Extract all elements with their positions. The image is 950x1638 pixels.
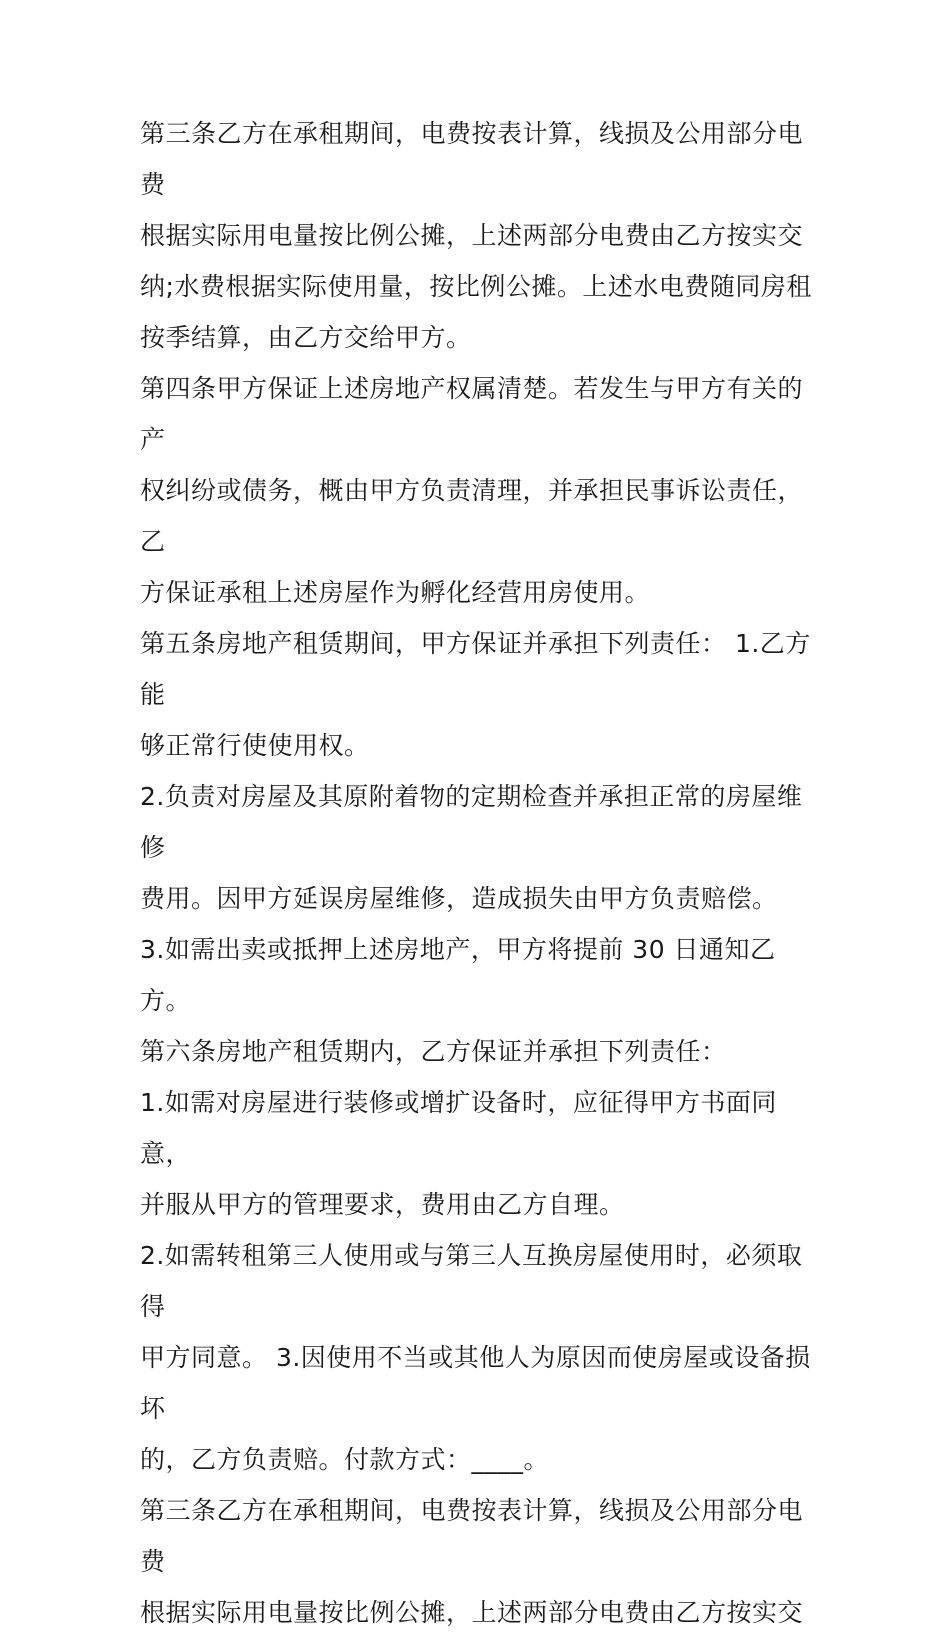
text-line: 纳;水费根据实际使用量，按比例公摊。上述水电费随同房租: [140, 272, 812, 301]
text-line: 2.负责对房屋及其原附着物的定期检查并承担正常的房屋维修: [140, 782, 803, 862]
text-line: 根据实际用电量按比例公摊，上述两部分电费由乙方按实交: [140, 221, 804, 250]
document-body: [140, 108, 820, 1638]
text-line: 第三条乙方在承租期间，电费按表计算，线损及公用部分电费: [140, 119, 804, 199]
text-line: 第六条房地产租赁期内，乙方保证并承担下列责任：: [140, 1037, 727, 1066]
text-line: 第四条甲方保证上述房地产权属清楚。若发生与甲方有关的产: [140, 374, 804, 454]
text-line: 2.如需转租第三人使用或与第三人互换房屋使用时，必须取得: [140, 1241, 803, 1321]
text-line: 方保证承租上述房屋作为孵化经营用房使用。: [140, 578, 651, 607]
text-line: 的，乙方负责赔。付款方式：____。: [140, 1445, 550, 1474]
text-line: 1.如需对房屋进行装修或增扩设备时，应征得甲方书面同意，: [140, 1088, 777, 1168]
text-line: 按季结算，由乙方交给甲方。: [140, 323, 472, 352]
text-line: 并服从甲方的管理要求，费用由乙方自理。: [140, 1190, 625, 1219]
text-line: 第五条房地产租赁期间，甲方保证并承担下列责任： 1.乙方能: [140, 629, 811, 709]
text-line: 甲方同意。 3.因使用不当或其他人为原因而使房屋或设备损坏: [140, 1343, 811, 1423]
text-line: 3.如需出卖或抵押上述房地产，甲方将提前 30 日通知乙方。: [140, 935, 776, 1015]
text-line: 根据实际用电量按比例公摊，上述两部分电费由乙方按实交: [140, 1598, 804, 1627]
text-line: 第三条乙方在承租期间，电费按表计算，线损及公用部分电费: [140, 1496, 804, 1576]
text-line: 费用。因甲方延误房屋维修，造成损失由甲方负责赔偿。: [140, 884, 778, 913]
text-line: 够正常行使使用权。: [140, 731, 370, 760]
text-line: 权纠纷或债务，概由甲方负责清理，并承担民事诉讼责任，乙: [140, 476, 804, 556]
